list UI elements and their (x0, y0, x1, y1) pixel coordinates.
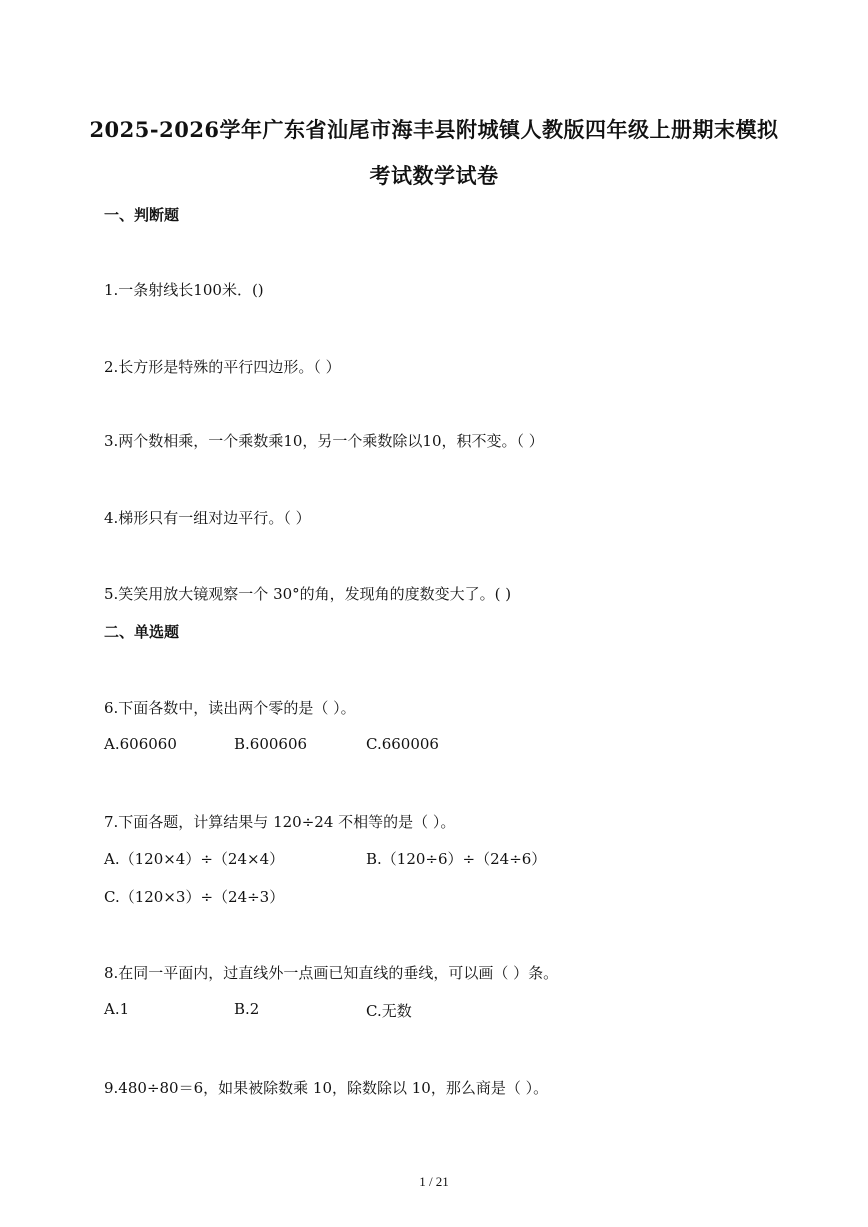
question-8-option-b: B.2 (234, 1000, 260, 1018)
page-number: 1 / 21 (419, 1174, 449, 1189)
document-title-line-1: 2025-2026学年广东省汕尾市海丰县附城镇人教版四年级上册期末模拟 (89, 117, 779, 142)
question-7-stem: 7.下面各题，计算结果与 120÷24 不相等的是（ ）。 (104, 813, 456, 831)
question-7-option-a: A.（120×4）÷（24×4） (104, 850, 285, 868)
question-6-option-b: B.600606 (234, 735, 308, 753)
question-9: 9.480÷80＝6，如果被除数乘 10，除数除以 10，那么商是（ ）。 (104, 1079, 549, 1097)
question-6-stem: 6.下面各数中，读出两个零的是（ ）。 (104, 699, 356, 717)
section-heading-true-false: 一、判断题 (104, 206, 180, 224)
question-3: 3.两个数相乘，一个乘数乘10，另一个乘数除以10，积不变。（ ） (104, 432, 544, 450)
question-1: 1.一条射线长100米．() (104, 281, 264, 299)
section-heading-single-choice: 二、单选题 (104, 623, 180, 641)
question-8-stem: 8.在同一平面内，过直线外一点画已知直线的垂线，可以画（ ）条。 (104, 964, 559, 982)
question-7-option-b: B.（120÷6）÷（24÷6） (366, 850, 547, 868)
question-4: 4.梯形只有一组对边平行。（ ） (104, 509, 311, 527)
question-6-option-c: C.660006 (366, 735, 439, 753)
question-7-option-c: C.（120×3）÷（24÷3） (104, 888, 285, 906)
question-5: 5.笑笑用放大镜观察一个 30°的角，发现角的度数变大了。( ) (104, 585, 512, 603)
question-6-option-a: A.606060 (104, 735, 177, 753)
question-2: 2.长方形是特殊的平行四边形。（ ） (104, 358, 341, 376)
question-8-option-c: C.无数 (366, 1002, 412, 1020)
question-8-option-a: A.1 (104, 1000, 130, 1018)
document-title-line-2: 考试数学试卷 (369, 163, 499, 188)
